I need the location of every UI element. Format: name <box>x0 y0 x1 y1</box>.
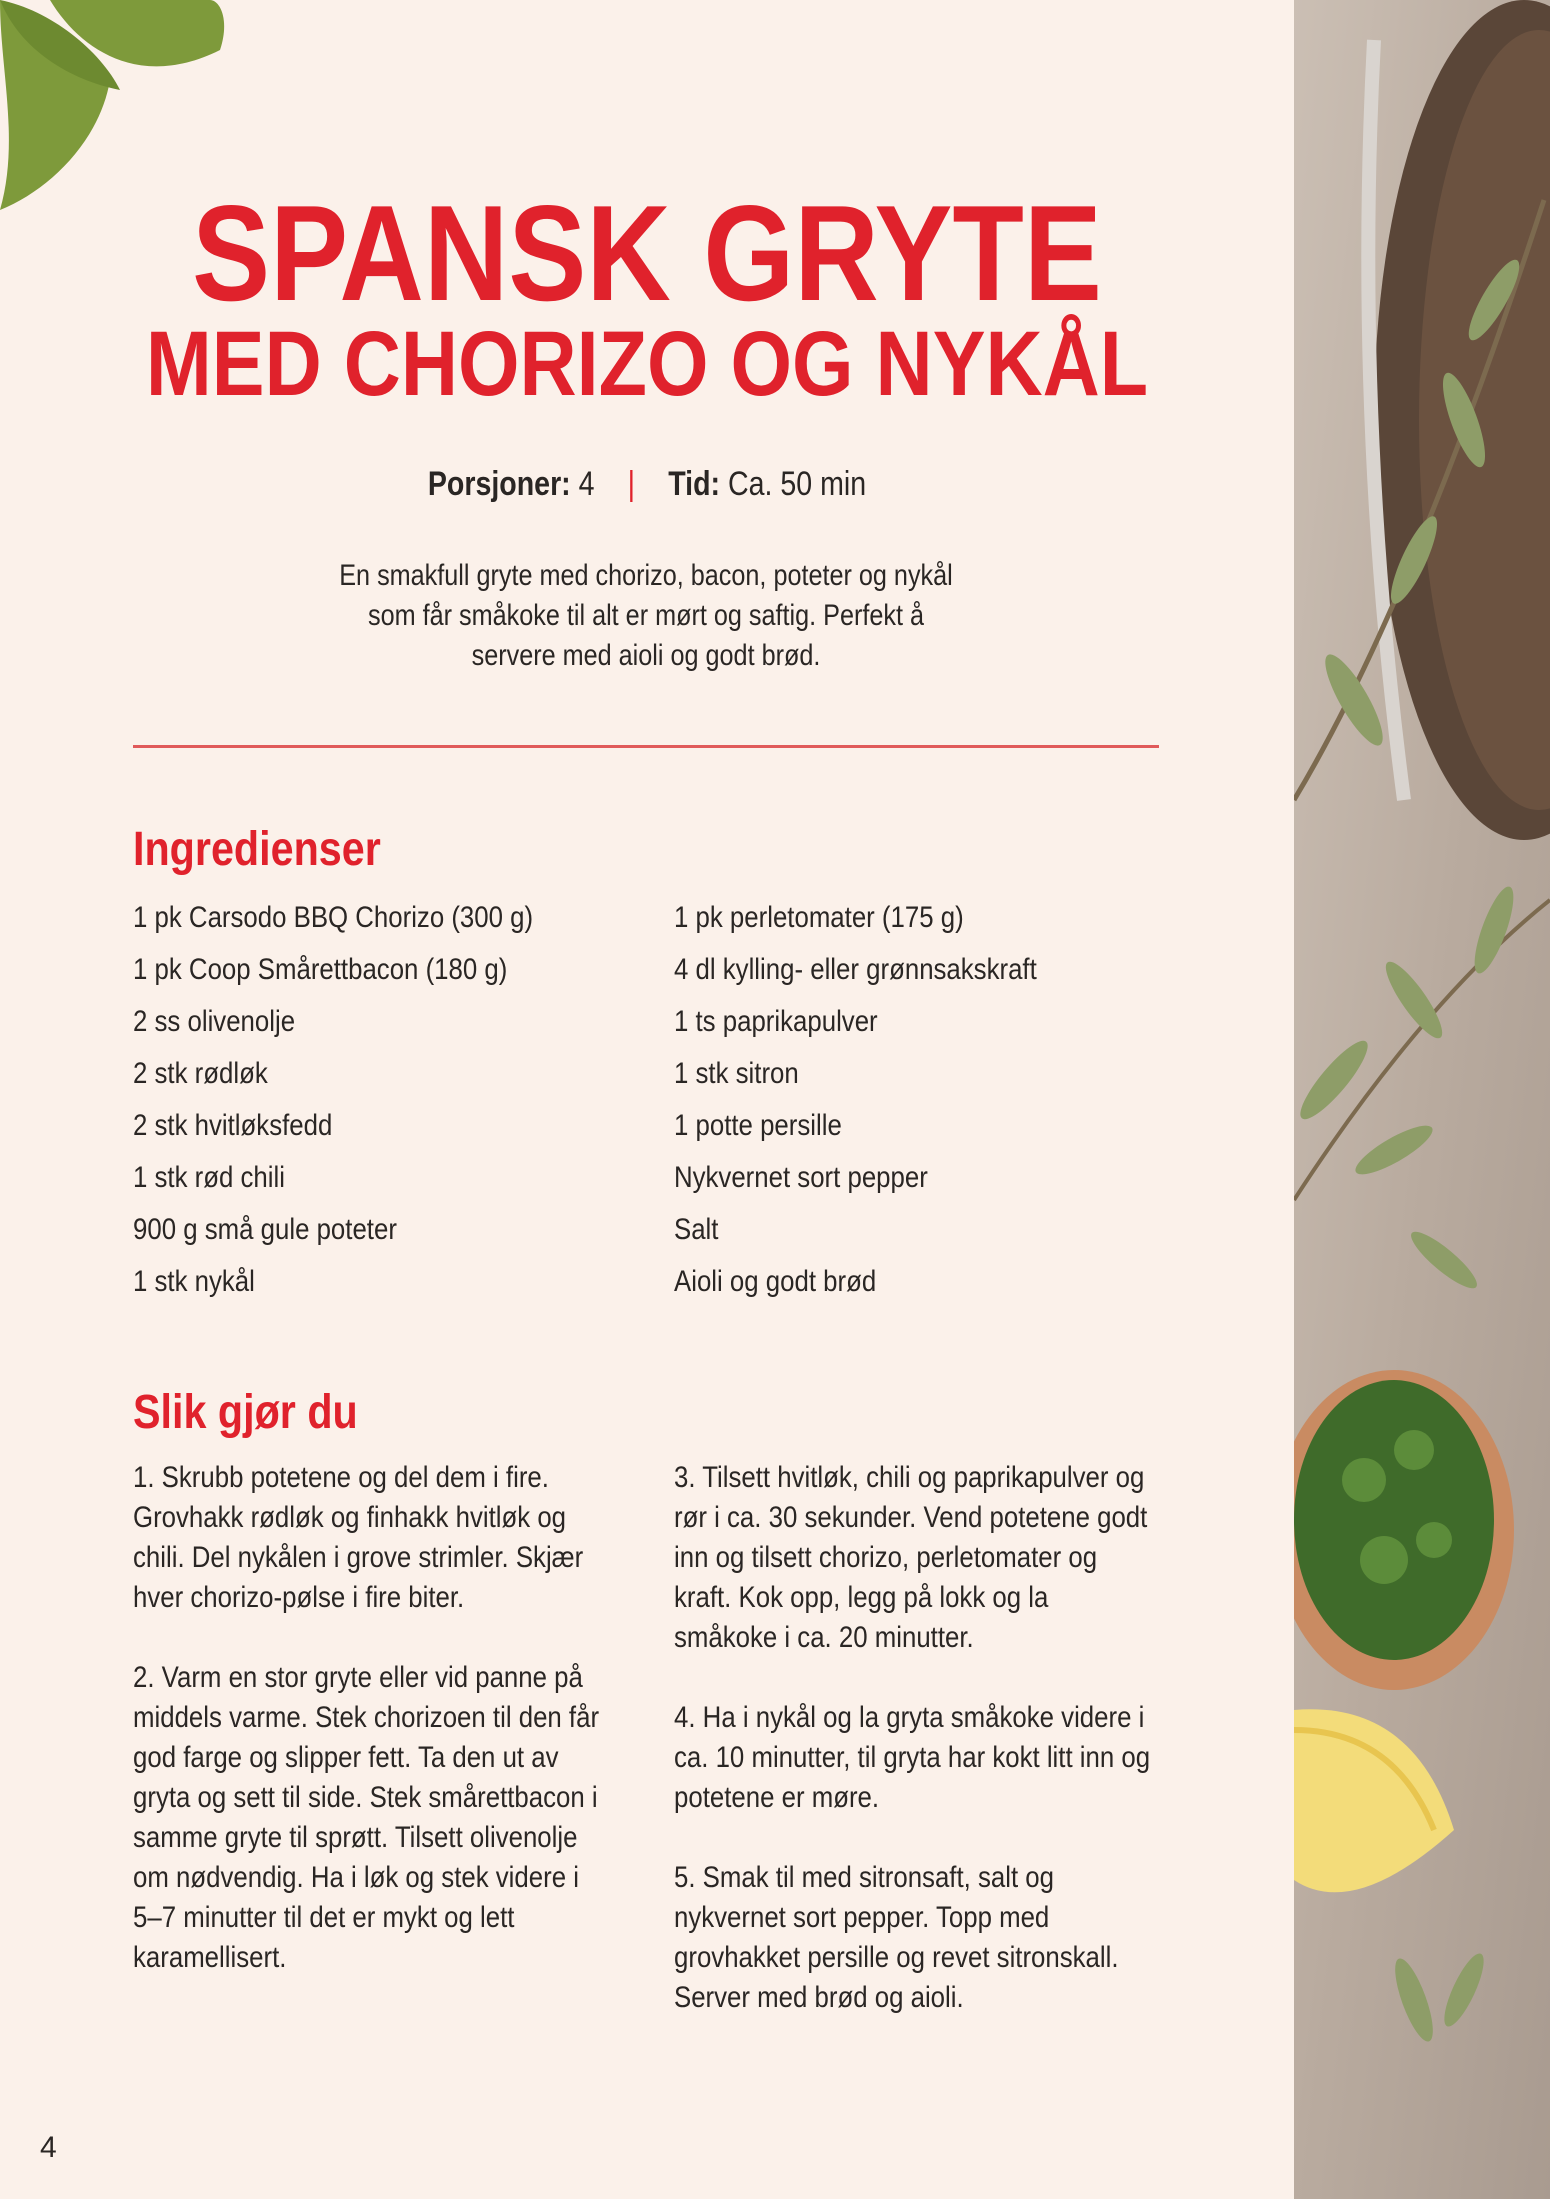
ingredients-list-right <box>674 892 1096 1308</box>
recipe-meta <box>104 465 1191 504</box>
recipe-title-line1: SPANSK GRYTE <box>192 177 1102 329</box>
ingredient-item: 1 stk sitron <box>674 1057 799 1090</box>
page-number: 4 <box>40 2131 57 2164</box>
method-steps-left <box>133 1458 693 2018</box>
method-step: 4. Ha i nykål og la gryta småkoke videre i ca. 10 minutter, til gryta har kokt litt inn og potetene er møre. <box>674 1701 1151 1814</box>
ingredient-item: 2 stk hvitløksfedd <box>133 1109 333 1142</box>
meta-separator: | <box>627 465 636 503</box>
method-step: 5. Smak til med sitronsaft, salt og nykvernet sort pepper. Topp med grovhakket persille og revet sitronskall. Server med brød og aioli. <box>674 1861 1119 2014</box>
ingredient-item: Salt <box>674 1213 719 1246</box>
method-step: 1. Skrubb potetene og del dem i fire. Grovhakk rødløk og finhakk hvitløk og chili. Del nykålen i grove strimler. Skjær hver chorizo-pølse i fire biter. <box>133 1461 584 1614</box>
ingredient-item: 2 stk rødløk <box>133 1057 268 1090</box>
ingredients-heading: Ingredienser <box>133 823 381 876</box>
ingredient-item: 900 g små gule poteter <box>133 1213 397 1246</box>
servings-label: Porsjoner: <box>427 465 571 503</box>
ingredient-item: Aioli og godt brød <box>674 1265 877 1298</box>
ingredient-item: 1 ts paprikapulver <box>674 1005 878 1038</box>
method-heading: Slik gjør du <box>133 1386 358 1439</box>
time-value: Ca. 50 min <box>728 465 867 503</box>
servings-value: 4 <box>578 465 595 503</box>
ingredients-list-left <box>133 892 598 1308</box>
ingredient-item: 1 pk perletomater (175 g) <box>674 901 964 934</box>
recipe-intro: En smakfull gryte med chorizo, bacon, poteter og nykål som får småkoke til alt er mørt og saftig. Perfekt å servere med aioli og godt brød. <box>339 559 953 672</box>
method-step: 2. Varm en stor gryte eller vid panne på middels varme. Stek chorizoen til den får god farge og slipper fett. Ta den ut av gryta og sett til side. Stek smårettbacon i samme gryte til sprøtt. Tilsett olivenolje om nødvendig. Ha i løk og stek videre i 5–7 minutter til det er mykt og lett karamellisert. <box>133 1661 600 1974</box>
food-photo <box>1294 0 1550 2199</box>
method-steps-right <box>674 1458 1234 2058</box>
ingredient-item: Nykvernet sort pepper <box>674 1161 928 1194</box>
ingredient-item: 1 stk nykål <box>133 1265 255 1298</box>
time-label: Tid: <box>668 465 721 503</box>
ingredient-item: 1 pk Coop Smårettbacon (180 g) <box>133 953 508 986</box>
ingredient-item: 1 potte persille <box>674 1109 842 1142</box>
ingredient-item: 1 stk rød chili <box>133 1161 285 1194</box>
recipe-title-line2: MED CHORIZO OG NYKÅL <box>145 313 1149 415</box>
ingredient-item: 4 dl kylling- eller grønnsakskraft <box>674 953 1037 986</box>
method-step: 3. Tilsett hvitløk, chili og paprikapulver og rør i ca. 30 sekunder. Vend potetene godt inn og tilsett chorizo, perletomater og kraft. Kok opp, legg på lokk og la småkoke i ca. 20 minutter. <box>674 1461 1148 1654</box>
ingredient-item: 1 pk Carsodo BBQ Chorizo (300 g) <box>133 901 534 934</box>
section-divider <box>133 745 1159 748</box>
ingredient-item: 2 ss olivenolje <box>133 1005 296 1038</box>
